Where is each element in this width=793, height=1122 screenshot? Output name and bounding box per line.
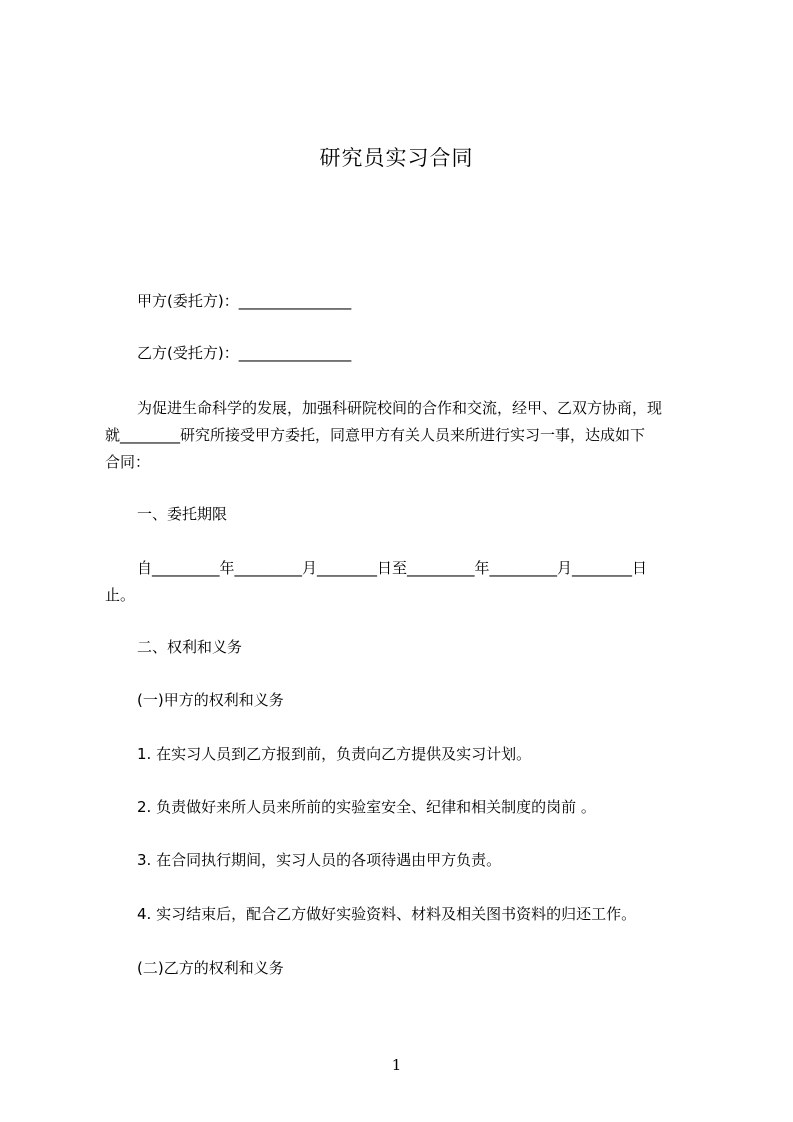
intro-paragraph-line-3: 合同： <box>105 453 151 471</box>
subsection-1-heading: (一)甲方的权利和义务 <box>137 691 284 709</box>
section-2-heading: 二、权利和义务 <box>137 638 243 656</box>
intro-paragraph-line-2: 就________研究所接受甲方委托，同意甲方有关人员来所进行实习一事，达成如下 <box>105 426 646 444</box>
list-item-3: 3. 在合同执行期间，实习人员的各项待遇由甲方负责。 <box>137 851 502 869</box>
party-b-line: 乙方(受托方)：_______________ <box>137 344 352 362</box>
page-number: 1 <box>391 1056 402 1074</box>
document-title: 研究员实习合同 <box>319 146 474 170</box>
list-item-2: 2. 负责做好来所人员来所前的实验室安全、纪律和相关制度的岗前 。 <box>137 798 596 816</box>
section-1-heading: 一、委托期限 <box>137 505 228 523</box>
party-a-line: 甲方(委托方)：_______________ <box>137 292 352 310</box>
intro-paragraph-line-1: 为促进生命科学的发展，加强科研院校间的合作和交流，经甲、乙双方协商，现 <box>137 399 663 417</box>
period-line-1: 自_________年_________月________日至_________年_________月________日 <box>137 559 648 577</box>
list-item-1: 1. 在实习人员到乙方报到前，负责向乙方提供及实习计划。 <box>137 745 532 763</box>
period-line-2: 止。 <box>105 586 136 604</box>
list-item-4: 4. 实习结束后，配合乙方做好实验资料、材料及相关图书资料的归还工作。 <box>137 905 637 923</box>
subsection-2-heading: (二)乙方的权利和义务 <box>137 959 284 977</box>
